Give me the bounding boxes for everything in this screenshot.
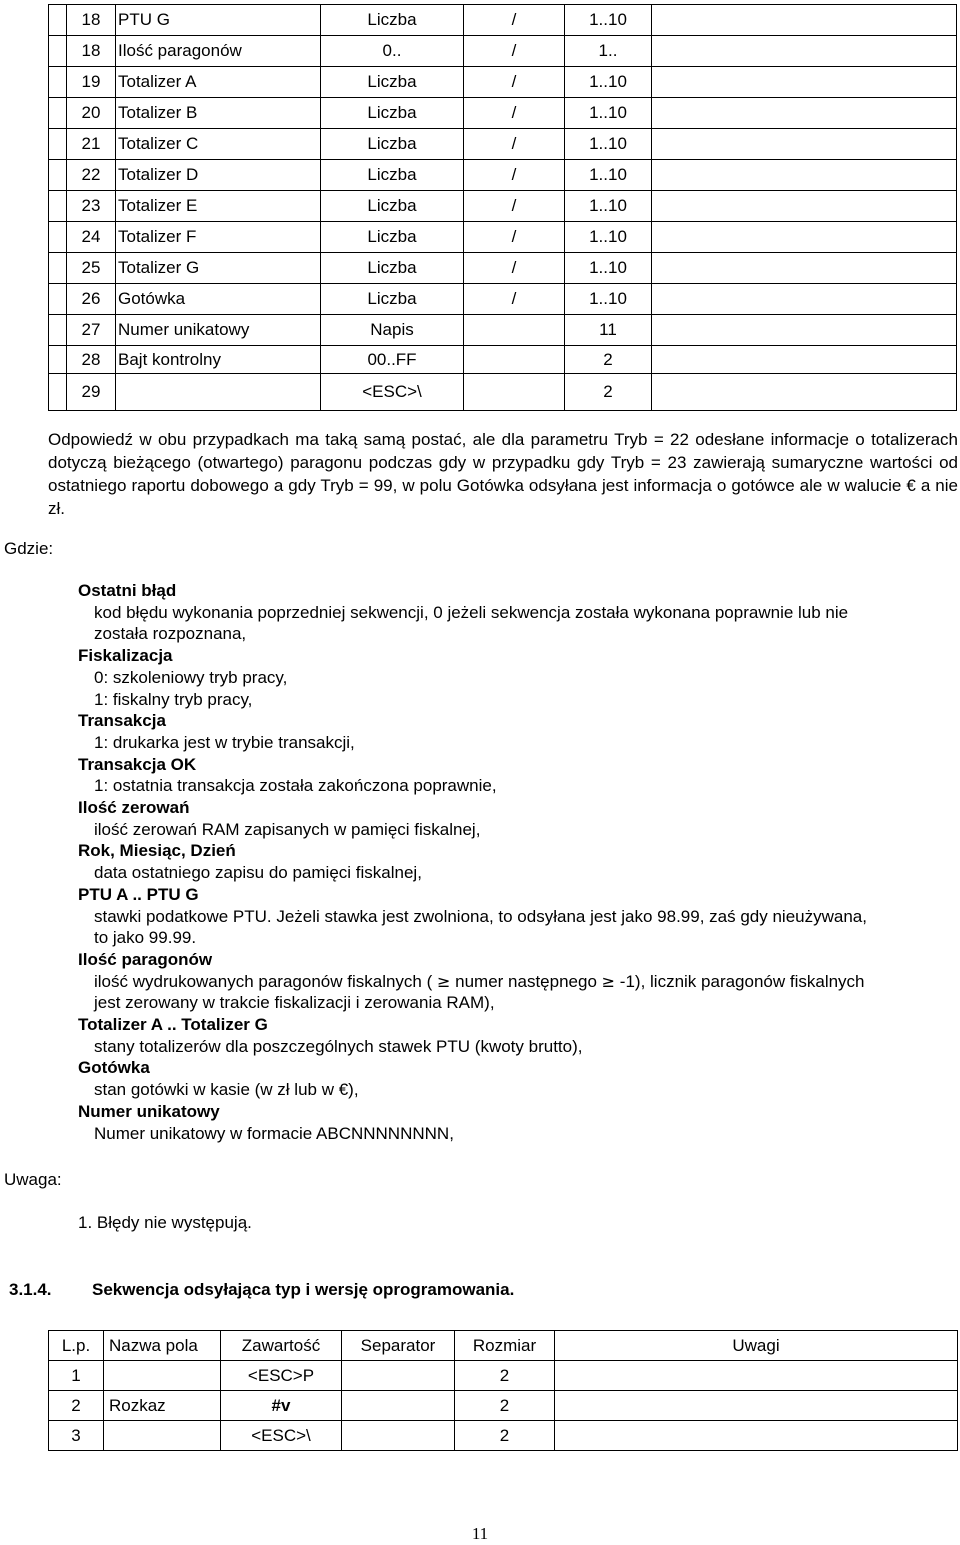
table-cell: Liczba	[321, 253, 464, 284]
table-cell: 1..	[565, 36, 652, 67]
definition-description: 1: fiskalny tryb pracy,	[94, 689, 253, 709]
table-cell: 1..10	[565, 191, 652, 222]
table-cell: 1..10	[565, 5, 652, 36]
greater-equal-icon: ≥	[601, 971, 616, 991]
table-cell: <ESC>\	[321, 374, 464, 411]
table-row	[49, 1391, 958, 1421]
greater-equal-icon: ≥	[437, 971, 451, 991]
table-cell	[49, 191, 67, 222]
table-header-cell: L.p.	[49, 1331, 104, 1361]
table-cell: 0..	[321, 36, 464, 67]
table-cell	[49, 98, 67, 129]
table-cell	[49, 67, 67, 98]
table-row	[49, 160, 957, 191]
definition-description: to jako 99.99.	[94, 928, 197, 948]
table-cell: Numer unikatowy	[116, 315, 321, 346]
table-cell: 1..10	[565, 98, 652, 129]
definition-description	[78, 971, 958, 993]
table-cell: 3	[49, 1421, 104, 1451]
table-cell	[652, 129, 957, 160]
definition-term: Rok, Miesiąc, Dzień	[78, 841, 236, 861]
table-cell	[49, 346, 67, 374]
note-item: 1. Błędy nie występują.	[78, 1213, 252, 1232]
description-text: ilość wydrukowanych paragonów fiskalnych (	[94, 971, 433, 991]
table-cell	[49, 36, 67, 67]
table-row	[49, 98, 957, 129]
table-cell	[104, 1361, 221, 1391]
table-cell: /	[464, 129, 565, 160]
definition-description: data ostatniego zapisu do pamięci fiskalnej,	[94, 863, 422, 883]
table-cell: 21	[67, 129, 116, 160]
table-cell: <ESC>\	[221, 1421, 342, 1451]
table-cell: 20	[67, 98, 116, 129]
table-cell: PTU G	[116, 5, 321, 36]
definition-description: 1: ostatnia transakcja została zakończona poprawnie,	[94, 776, 497, 796]
table-cell: Bajt kontrolny	[116, 346, 321, 374]
table-row	[49, 253, 957, 284]
table-header-cell: Nazwa pola	[104, 1331, 221, 1361]
table-cell	[652, 160, 957, 191]
table-cell: Totalizer C	[116, 129, 321, 160]
table-row	[49, 222, 957, 253]
table-cell	[652, 374, 957, 411]
table-cell: 26	[67, 284, 116, 315]
table-header-cell: Rozmiar	[455, 1331, 555, 1361]
table-cell: Liczba	[321, 67, 464, 98]
table-cell: /	[464, 284, 565, 315]
table-cell	[652, 98, 957, 129]
note-label: Uwaga:	[4, 1170, 62, 1189]
description-text: numer następnego	[455, 971, 597, 991]
table-cell: /	[464, 160, 565, 191]
table-row	[49, 129, 957, 160]
definition-term: Totalizer A .. Totalizer G	[78, 1015, 268, 1035]
table-cell	[342, 1421, 455, 1451]
table-cell	[555, 1391, 958, 1421]
table-cell: Rozkaz	[104, 1391, 221, 1421]
table-cell	[464, 374, 565, 411]
table-cell: 11	[565, 315, 652, 346]
table-cell: 2	[455, 1361, 555, 1391]
table-cell	[652, 191, 957, 222]
table-cell	[49, 374, 67, 411]
table-cell: Totalizer E	[116, 191, 321, 222]
fields-table	[48, 4, 957, 411]
table-cell: Totalizer B	[116, 98, 321, 129]
table-row	[49, 284, 957, 315]
table-cell: 2	[49, 1391, 104, 1421]
table-cell: #v	[221, 1391, 342, 1421]
table-cell: Napis	[321, 315, 464, 346]
table-cell: /	[464, 98, 565, 129]
table-cell: Liczba	[321, 129, 464, 160]
table-cell	[104, 1421, 221, 1451]
definition-description: 1: drukarka jest w trybie transakcji,	[94, 732, 355, 752]
definition-description: stan gotówki w kasie (w zł lub w €),	[94, 1080, 359, 1100]
table-cell: 19	[67, 67, 116, 98]
definition-description: 0: szkoleniowy tryb pracy,	[94, 667, 288, 687]
section-title: Sekwencja odsyłająca typ i wersję oprogramowania.	[92, 1280, 515, 1299]
where-label: Gdzie:	[4, 539, 54, 558]
table-cell: /	[464, 5, 565, 36]
table-cell	[555, 1421, 958, 1451]
table-cell: /	[464, 36, 565, 67]
table-cell: 18	[67, 36, 116, 67]
table-row	[49, 36, 957, 67]
table-header-cell: Separator	[342, 1331, 455, 1361]
table-cell: Liczba	[321, 5, 464, 36]
table-cell: 2	[455, 1391, 555, 1421]
table-cell: Totalizer G	[116, 253, 321, 284]
table-cell	[342, 1391, 455, 1421]
table-cell: 1	[49, 1361, 104, 1391]
table-cell: /	[464, 191, 565, 222]
table-row	[49, 346, 957, 374]
table-row	[49, 5, 957, 36]
table-cell: 25	[67, 253, 116, 284]
table-cell: Liczba	[321, 191, 464, 222]
table-cell	[464, 315, 565, 346]
table-header-row	[49, 1331, 958, 1361]
description-text: -1), licznik paragonów fiskalnych	[619, 971, 865, 991]
table-cell: 1..10	[565, 67, 652, 98]
definition-term: Ostatni błąd	[78, 581, 177, 600]
table-cell: 22	[67, 160, 116, 191]
table-cell: /	[464, 253, 565, 284]
definition-term: Ilość paragonów	[78, 949, 213, 969]
definition-term: PTU A .. PTU G	[78, 884, 199, 904]
table-cell	[49, 5, 67, 36]
table-cell: 00..FF	[321, 346, 464, 374]
table-cell: <ESC>P	[221, 1361, 342, 1391]
table-cell	[652, 315, 957, 346]
section-number: 3.1.4.	[9, 1280, 52, 1299]
table-cell	[652, 36, 957, 67]
definition-term: Ilość zerowań	[78, 798, 190, 818]
table-cell: 2	[565, 374, 652, 411]
response-paragraph: Odpowiedź w obu przypadkach ma taką samą postać, ale dla parametru Tryb = 22 odesłane informacje o totalizerach dotyczą bieżącego (otwartego) paragonu podczas gdy w przypadku gdy Tryb = 23 zawierają sumaryczne wartości od ostatniego raportu dobowego a gdy Tryb = 99, w polu Gotówka odsyłana jest informacja o gotówce ale w walucie € a nie zł.	[48, 430, 958, 518]
table-cell	[49, 129, 67, 160]
table-cell: 2	[455, 1421, 555, 1451]
table-cell: Liczba	[321, 98, 464, 129]
table-row	[49, 1421, 958, 1451]
table-cell: Totalizer F	[116, 222, 321, 253]
table-cell: 28	[67, 346, 116, 374]
table-cell: 1..10	[565, 222, 652, 253]
definition-description: ilość zerowań RAM zapisanych w pamięci fiskalnej,	[94, 819, 481, 839]
table-cell: 2	[565, 346, 652, 374]
table-header-cell: Uwagi	[555, 1331, 958, 1361]
table-cell	[652, 253, 957, 284]
definition-term: Transakcja OK	[78, 754, 197, 774]
table-cell: 1..10	[565, 253, 652, 284]
table-cell: Liczba	[321, 160, 464, 191]
definition-description: została rozpoznana,	[94, 624, 247, 644]
definition-term: Gotówka	[78, 1058, 150, 1078]
table-cell	[49, 222, 67, 253]
table-cell: 24	[67, 222, 116, 253]
definition-description: Numer unikatowy w formacie ABCNNNNNNNN,	[94, 1123, 454, 1143]
sequence-table	[48, 1330, 958, 1451]
table-cell: 27	[67, 315, 116, 346]
definition-term: Fiskalizacja	[78, 646, 173, 666]
table-cell: 29	[67, 374, 116, 411]
definitions-list	[78, 580, 958, 1144]
table-cell: /	[464, 222, 565, 253]
definition-description: kod błędu wykonania poprzedniej sekwencji, 0 jeżeli sekwencja została wykonana poprawnie lub nie	[94, 602, 849, 622]
definition-description: stawki podatkowe PTU. Jeżeli stawka jest zwolniona, to odsyłana jest jako 98.99, zaś gdy nieużywana,	[94, 906, 867, 926]
table-cell	[652, 5, 957, 36]
table-cell	[49, 253, 67, 284]
table-cell: Ilość paragonów	[116, 36, 321, 67]
table-cell: Liczba	[321, 222, 464, 253]
table-cell	[652, 222, 957, 253]
table-cell: 1..10	[565, 284, 652, 315]
definition-description: stany totalizerów dla poszczególnych stawek PTU (kwoty brutto),	[94, 1036, 583, 1056]
table-row	[49, 374, 957, 411]
table-cell	[116, 374, 321, 411]
definition-description: jest zerowany w trakcie fiskalizacji i zerowania RAM),	[94, 993, 495, 1013]
table-cell: 23	[67, 191, 116, 222]
table-cell	[464, 346, 565, 374]
table-cell: 1..10	[565, 160, 652, 191]
table-row	[49, 315, 957, 346]
page-number: 11	[471, 1524, 489, 1543]
table-cell	[49, 284, 67, 315]
table-cell: Liczba	[321, 284, 464, 315]
table-cell: 18	[67, 5, 116, 36]
table-cell	[652, 346, 957, 374]
table-cell	[342, 1361, 455, 1391]
table-row	[49, 67, 957, 98]
definition-term: Transakcja	[78, 711, 166, 731]
table-cell: Totalizer D	[116, 160, 321, 191]
table-cell	[555, 1361, 958, 1391]
table-cell: 1..10	[565, 129, 652, 160]
table-header-cell: Zawartość	[221, 1331, 342, 1361]
table-cell	[49, 160, 67, 191]
table-cell: Gotówka	[116, 284, 321, 315]
table-cell	[652, 67, 957, 98]
table-cell	[652, 284, 957, 315]
table-row	[49, 191, 957, 222]
table-cell: /	[464, 67, 565, 98]
table-cell	[49, 315, 67, 346]
definition-term: Numer unikatowy	[78, 1101, 220, 1121]
table-row	[49, 1361, 958, 1391]
table-cell: Totalizer A	[116, 67, 321, 98]
